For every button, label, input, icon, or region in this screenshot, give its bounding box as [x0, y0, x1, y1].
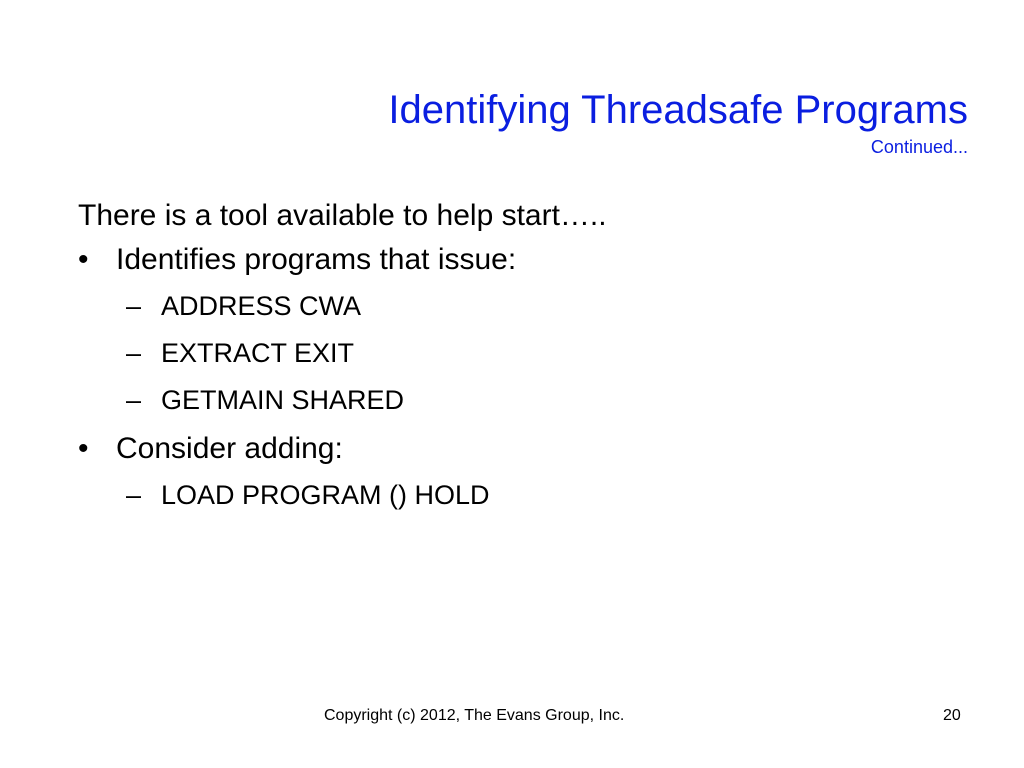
sub-bullet-item [78, 382, 958, 429]
page-number: 20 [943, 707, 961, 724]
dash-marker: – [126, 338, 142, 368]
bullet-text: Identifies programs that issue: [116, 243, 517, 276]
slide-title: Identifying Threadsafe Programs [388, 88, 968, 132]
sub-bullet-text: EXTRACT EXIT [161, 338, 355, 368]
bullet-marker: • [78, 432, 89, 465]
sub-bullet-text: GETMAIN SHARED [161, 385, 405, 415]
sub-bullet-item [78, 477, 958, 524]
bullet-item [78, 240, 958, 288]
dash-marker: – [126, 480, 142, 510]
sub-bullet-item [78, 335, 958, 382]
bullet-text: Consider adding: [116, 432, 343, 465]
intro-text: There is a tool available to help start….. [78, 199, 607, 232]
bullet-item [78, 429, 958, 477]
sub-bullet-text: LOAD PROGRAM () HOLD [161, 480, 490, 510]
sub-bullet-item [78, 288, 958, 335]
sub-bullet-text: ADDRESS CWA [161, 291, 362, 321]
dash-marker: – [126, 291, 142, 321]
footer-copyright: Copyright (c) 2012, The Evans Group, Inc. [324, 707, 625, 724]
dash-marker: – [126, 385, 142, 415]
slide-subtitle: Continued... [870, 137, 968, 157]
slide-body [78, 196, 958, 524]
bullet-marker: • [78, 243, 89, 276]
